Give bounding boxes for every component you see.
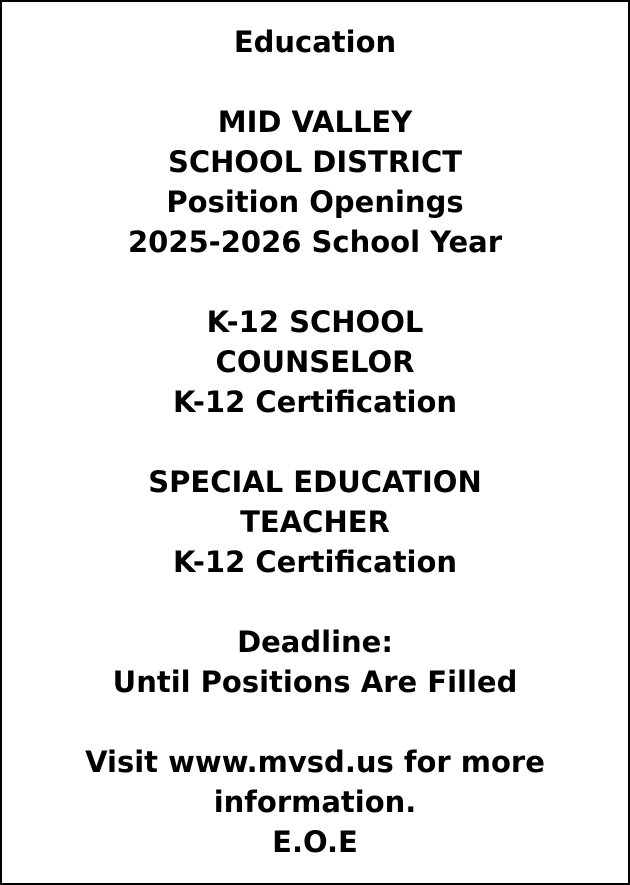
school-year: 2025-2026 School Year (127, 225, 503, 259)
position-2-certification: K-12 Certification (172, 545, 458, 579)
district-name-line2: SCHOOL DISTRICT (167, 145, 463, 179)
spacer (2, 582, 628, 622)
spacer (2, 62, 628, 102)
spacer (2, 262, 628, 302)
eoe-notice: E.O.E (272, 825, 358, 859)
position-1-certification: K-12 Certification (172, 385, 458, 419)
position-1-title-line2: COUNSELOR (215, 345, 415, 379)
position-2-title-line2: TEACHER (240, 505, 390, 539)
district-name-line1: MID VALLEY (217, 105, 413, 139)
deadline-value: Until Positions Are Filled (112, 665, 518, 699)
position-2-title-line1: SPECIAL EDUCATION (148, 465, 482, 499)
spacer (2, 422, 628, 462)
information-line: information. (213, 785, 417, 819)
ad-category: Education (233, 25, 397, 59)
position-1-title-line1: K-12 SCHOOL (206, 305, 424, 339)
spacer (2, 702, 628, 742)
deadline-label: Deadline: (237, 625, 393, 659)
openings-heading: Position Openings (166, 185, 464, 219)
website-line: Visit www.mvsd.us for more (85, 745, 545, 779)
